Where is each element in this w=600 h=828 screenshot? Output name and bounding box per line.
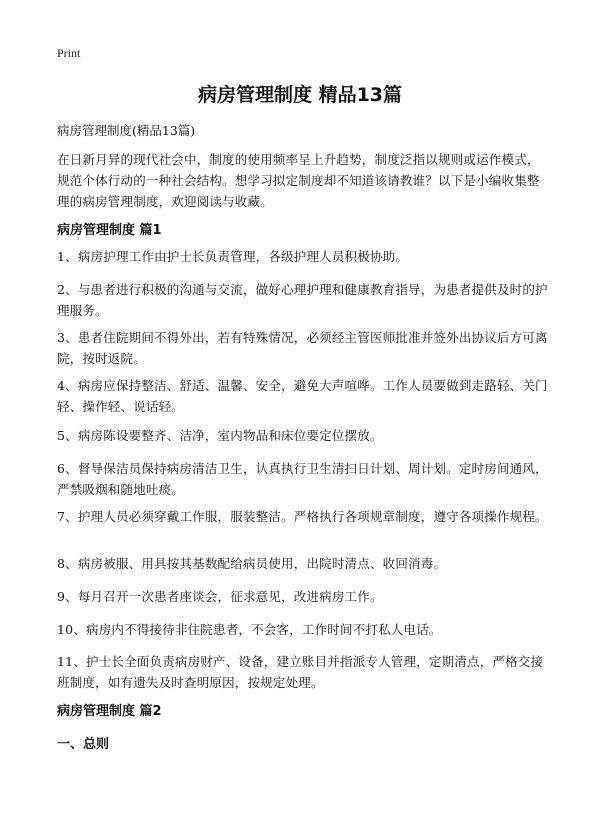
- list-item: 10、病房内不得接待非住院患者，不会客，工作时间不打私人电话。: [57, 622, 442, 637]
- list-item: 11、护士长全面负责病房财产、设备，建立账目并指派专人管理，定期清点，严格交接班制度，如有遗失及时查明原因，按规定处理。: [57, 654, 544, 690]
- list-item: 8、病房被服、用具按其基数配给病员使用，出院时清点、收回消毒。: [57, 556, 447, 571]
- list-item: 2、与患者进行积极的沟通与交流，做好心理护理和健康教育指导，为患者提供及时的护理服务。: [57, 282, 548, 318]
- document-subtitle: 病房管理制度(精品13篇): [57, 123, 196, 138]
- page-title: 病房管理制度 精品13篇: [197, 84, 403, 106]
- section-subheading: 一、总则: [57, 737, 110, 752]
- print-link[interactable]: Print: [57, 46, 81, 60]
- list-item: 3、患者住院期间不得外出，若有特殊情况，必须经主管医师批准并签外出协议后方可离院，按时返院。: [57, 330, 548, 366]
- list-item: 9、每月召开一次患者座谈会，征求意见，改进病房工作。: [57, 589, 383, 604]
- list-item: 5、病房陈设要整齐、洁净，室内物品和床位要定位摆放。: [57, 428, 383, 443]
- intro-paragraph: 在日新月异的现代社会中，制度的使用频率呈上升趋势，制度泛指以规则或运作模式，规范个体行动的一种社会结构。想学习拟定制度却不知道该请教谁？以下是小编收集整理的病房管理制度，欢迎阅读与收藏。: [57, 152, 540, 209]
- list-item: 4、病房应保持整洁、舒适、温馨、安全，避免大声喧哗。工作人员要做到走路轻、关门轻、操作轻、说话轻。: [57, 378, 548, 414]
- list-item: 7、护理人员必须穿戴工作服，服装整洁。严格执行各项规章制度，遵守各项操作规程。: [57, 509, 548, 524]
- list-item: 6、督导保洁员保持病房清洁卫生，认真执行卫生清扫日计划、周计划。定时房间通风，严禁吸烟和随地吐痰。: [57, 461, 548, 497]
- section-heading-1: 病房管理制度 篇1: [57, 223, 162, 238]
- list-item: 1、病房护理工作由护士长负责管理，各级护理人员积极协助。: [57, 249, 409, 264]
- section-heading-2: 病房管理制度 篇2: [57, 704, 162, 719]
